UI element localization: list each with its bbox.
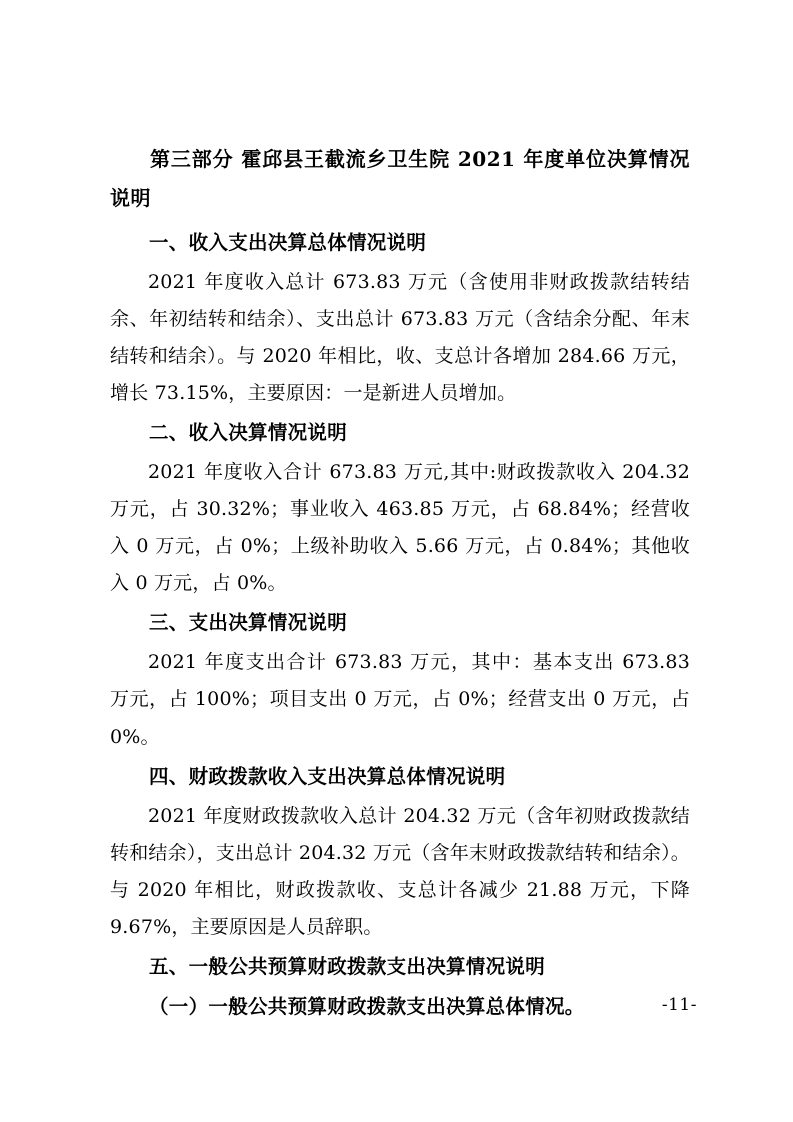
page-title: 第三部分 霍邱县王截流乡卫生院 2021 年度单位决算情况说明 bbox=[110, 147, 690, 210]
section-heading-1: 一、收入支出决算总体情况说明 bbox=[149, 231, 427, 254]
document-body bbox=[110, 140, 690, 1028]
section-paragraph-4: 2021 年度财政拨款收入总计 204.32 万元（含年初财政拨款结转和结余），支出总计 204.32 万元（含年末财政拨款结转和结余）。与 2020 年相比，财政拨款收、支总计各减少 21.88 万元，下降 9.67%，主要原因是人员辞职。 bbox=[110, 804, 690, 938]
section-heading-4: 四、财政拨款收入支出决算总体情况说明 bbox=[149, 764, 506, 788]
section-heading-2: 二、收入决算情况说明 bbox=[149, 421, 348, 445]
section-paragraph-2: 2021 年度收入合计 673.83 万元,其中:财政拨款收入 204.32 万元，占 30.32%；事业收入 463.85 万元，占 68.84%；经营收入 0 万元，占 0%；上级补助收入 5.66 万元，占 0.84%；其他收入 0 万元，占 0%。 bbox=[110, 461, 690, 595]
section-paragraph-3: 2021 年度支出合计 673.83 万元，其中：基本支出 673.83 万元，占 100%；项目支出 0 万元，占 0%；经营支出 0 万元，占 0%。 bbox=[110, 651, 690, 748]
section-heading-5: 五、一般公共预算财政拨款支出决算情况说明 bbox=[149, 954, 546, 978]
section-paragraph-5: （一）一般公共预算财政拨款支出决算总体情况。 bbox=[149, 994, 585, 1018]
page-number: -11- bbox=[661, 995, 697, 1015]
section-paragraph-1: 2021 年度收入总计 673.83 万元（含使用非财政拨款结转结余、年初结转和结余）、支出总计 673.83 万元（含结余分配、年末结转和结余）。与 2020 年相比，收、支总计各增加 284.66 万元，增长 73.15%，主要原因：一是新进人员增加。 bbox=[110, 271, 690, 405]
section-heading-3: 三、支出决算情况说明 bbox=[149, 611, 348, 635]
